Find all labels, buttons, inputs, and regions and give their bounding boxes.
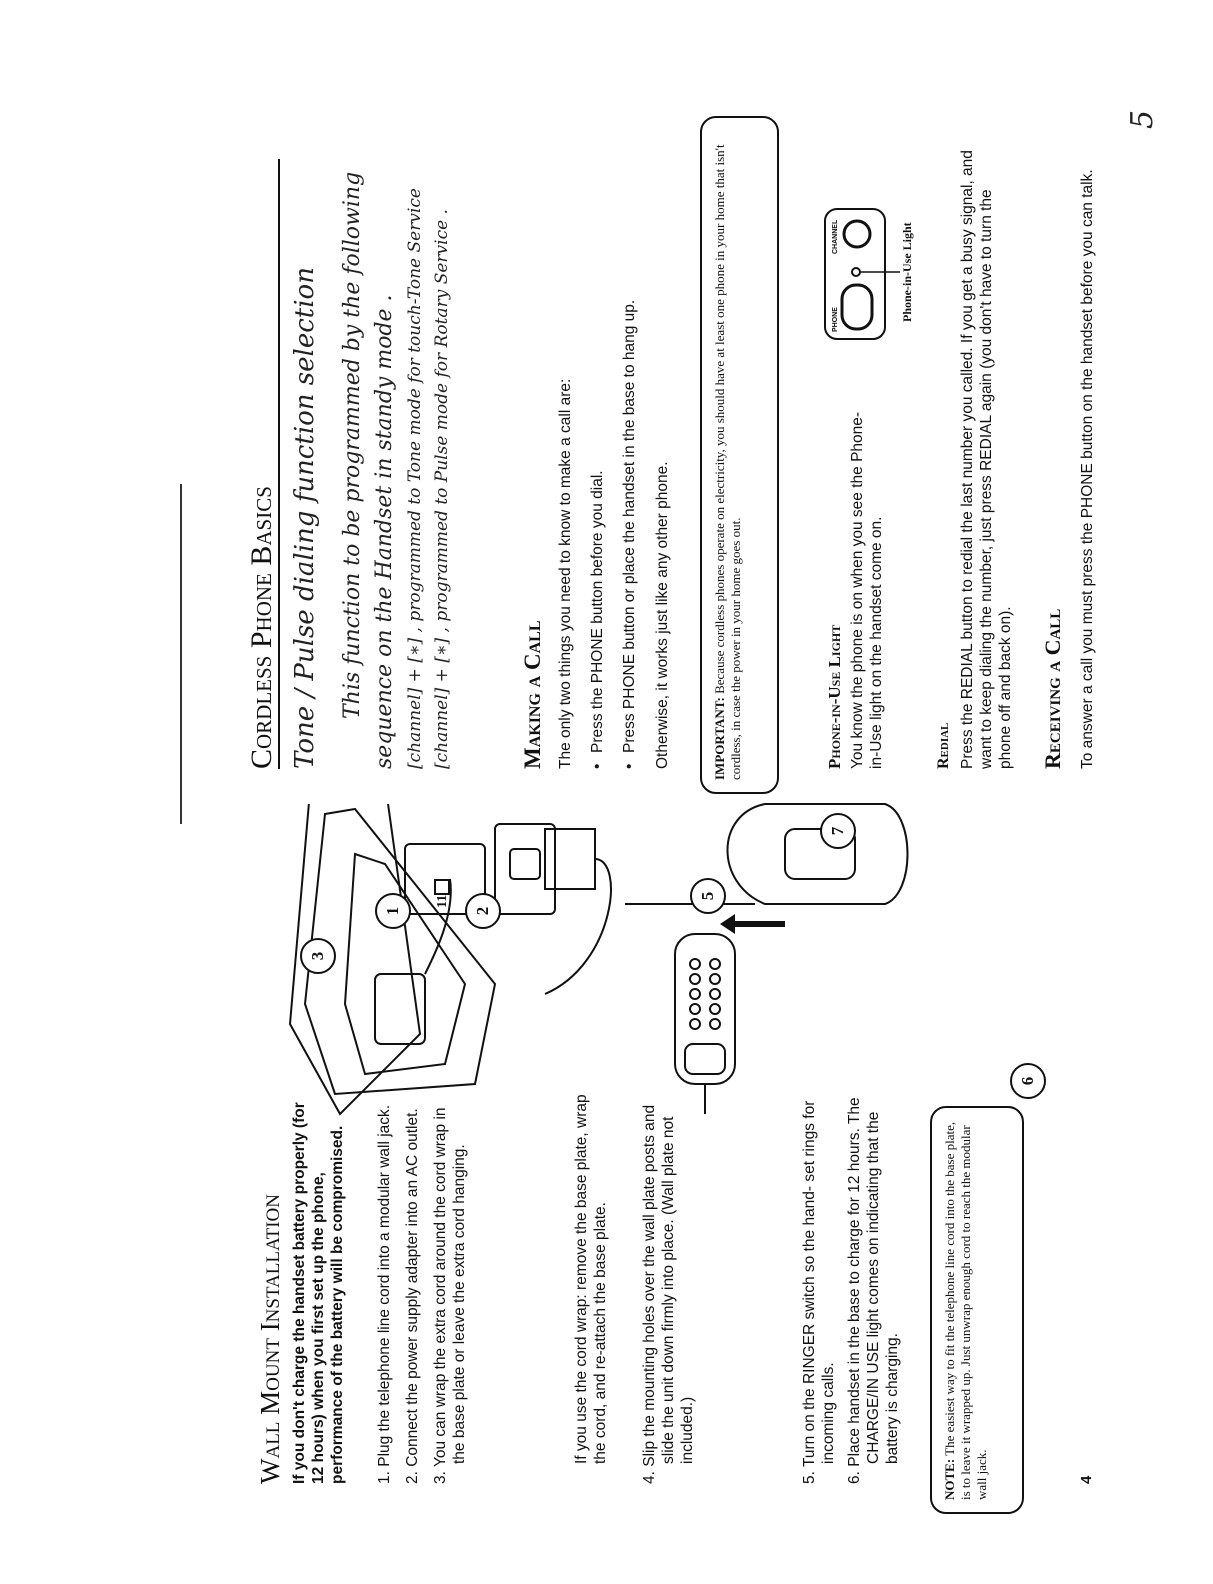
making-call-bullets [588, 149, 652, 769]
step-2: 2. Connect the power supply adapter into an AC outlet. [404, 1108, 421, 1484]
page-number-right: 5 [1125, 109, 1160, 129]
note-box [930, 1106, 1024, 1514]
callout-1: 1 [375, 893, 411, 929]
making-call-outro: Otherwise, it works just like any other phone. [654, 461, 671, 769]
step-3: 3. You can wrap the extra cord around the cord wrap in the base plate or leave the extra cord hanging. [432, 1107, 468, 1484]
install-steps [375, 1094, 478, 1484]
redial-heading: Redial [935, 722, 952, 769]
bullet-1: • Press the PHONE button before you dial. [588, 149, 607, 769]
step-6: 6. Place handset in the base to charge for 12 hours. The CHARGE/IN USE light comes on indicating that the battery is charging. [846, 1097, 901, 1484]
step-1: 1. Plug the telephone line cord into a modular wall jack. [376, 1104, 393, 1484]
fig-caption: Phone-in-Use Light [900, 222, 914, 322]
base-unit-shape [728, 804, 908, 904]
note-text: The easiest way to fit the telephone line cord into the base plate, is to leave it wrapped up. Just unwrap enough cord to reach the modular wall jack. [942, 1121, 989, 1500]
important-label: IMPORTANT: [712, 697, 727, 780]
page-number-left: 4 [1078, 1475, 1095, 1484]
receiving-text: To answer a call you must press the PHONE button on the handset before you can talk. [1079, 169, 1096, 769]
receiving-heading: Receiving a Call [1040, 608, 1065, 769]
callout-3: 3 [300, 938, 336, 974]
callout-7: 7 [820, 813, 856, 849]
handwritten-line-3: sequence on the Handset in standy mode . [372, 294, 397, 769]
fig-channel-label: CHANNEL [832, 219, 839, 254]
handwritten-line-4: [channel] + [∗] , programmed to Tone mode for touch-Tone Service [405, 188, 425, 769]
step-5: 5. Turn on the RINGER switch so the hand- set rings for incoming calls. [801, 1100, 837, 1484]
fig-phone-label: PHONE [832, 307, 839, 332]
cordless-basics-title: Cordless Phone Basics [245, 486, 278, 769]
phone-in-use-heading: Phone-in-Use Light [825, 624, 844, 769]
battery-warning: If you don't charge the handset battery properly (for 12 hours) when you first set up the phone, performance of the battery will be compromised. [291, 1102, 346, 1484]
bullet-2: • Press PHONE button or place the handset in the base to hang up. [620, 149, 639, 769]
adapter-box [545, 829, 595, 889]
making-call-intro: The only two things you need to know to make a call are: [557, 378, 574, 769]
step-4: 4. Slip the mounting holes over the wall plate posts and slide the unit down firmly into place. (Wall plate not included.) [641, 1104, 696, 1484]
callout-6: 6 [1010, 1063, 1046, 1099]
handwritten-line-2: This function to be programmed by the following [340, 171, 365, 719]
callout-2: 2 [465, 893, 501, 929]
wall-mount-title: Wall Mount Installation [255, 1194, 285, 1484]
redial-text: Press the REDIAL button to redial the last number you called. If you get a busy signal, and want to keep dialing the number, just press REDIAL again (you don't have to turn the phone off and back on). [959, 150, 1014, 769]
insert-arrow [720, 914, 735, 934]
handwritten-line-5: [channel] + [∗] , programmed to Pulse mode for Rotary Service . [432, 209, 452, 769]
important-box [700, 116, 779, 794]
wall-jack-label: 11 [435, 894, 450, 908]
page-divider [180, 484, 182, 824]
title-rule [278, 159, 280, 769]
phone-in-use-text: You know the phone is on when you see the Phone-in-Use light on the handset come on. [849, 411, 885, 769]
making-call-heading: Making a Call [520, 620, 545, 769]
cord-wrap-text: If you use the cord wrap: remove the base plate, wrap the cord, and re-attach the base plate. [573, 1094, 609, 1464]
callout-5: 5 [690, 878, 726, 914]
note-label: NOTE: [942, 1458, 957, 1500]
handwritten-line-1: Tone / Pulse dialing function selection [290, 267, 320, 769]
important-text: Because cordless phones operate on electricity, you should have at least one phone in your home that isn't cordless, in case the power in your home goes out. [712, 144, 743, 780]
